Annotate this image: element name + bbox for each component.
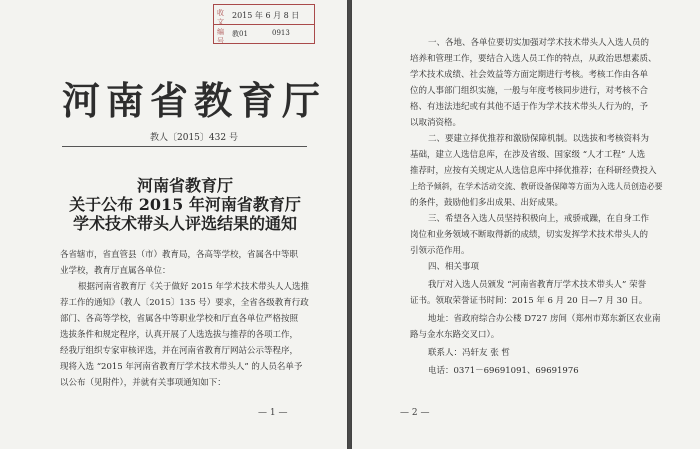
section-heading: 四、相关事项 xyxy=(428,262,480,272)
body-line: 培养和管理工作，要结合入选人员工作的特点，从政治思想素质、 xyxy=(410,54,657,64)
stamp-label-number: 编号 xyxy=(217,28,224,45)
body-line: 现将入选 “2015 年河南省教育厅学术技术带头人” 的人员名单予 xyxy=(60,362,303,372)
contact-line: 联系人：冯轩友 张 哲 xyxy=(428,348,510,358)
body-line: 以取消资格。 xyxy=(410,118,462,128)
notice-title-line: 河南省教育厅 xyxy=(136,176,233,195)
notice-title-line: 关于公布 2015 年河南省教育厅 xyxy=(69,195,301,214)
body-line: 路与金水东路交叉口）。 xyxy=(410,330,500,340)
body-line: 学术技术成绩、社会效益等方面定期进行考核。考核工作由各单 xyxy=(410,70,649,80)
phone-line: 电话：0371－69691091、69691976 xyxy=(428,366,579,376)
body-line: 我厅对入选人员颁发 “河南省教育厅学术技术带头人” 荣誉 xyxy=(428,280,647,290)
body-line: 基础，建立人选信息库，在涉及省级、国家级 “人才工程” 人选 xyxy=(410,150,646,160)
masthead-divider xyxy=(62,146,307,147)
body-line: 荐工作的通知》（教人〔2015〕135 号）要求，全省各级教育行政 xyxy=(60,298,309,308)
issuer-masthead: 河南省教育厅 xyxy=(62,79,327,123)
stamp-label-received: 收文 xyxy=(217,9,224,26)
page-number: — 2 — xyxy=(400,408,430,418)
body-line: 根据河南省教育厅《关于做好 2015 年学术技术带头人人选推 xyxy=(78,282,310,292)
body-line: 部门、各高等学校，省属各中等职业学校和厅直各单位严格按照 xyxy=(60,314,299,324)
body-line: 二、要建立择优推荐和激励保障机制。以选拔和考核资料为 xyxy=(428,134,650,144)
body-line: 上给予倾斜，在学术活动交流、教研设备保障等方面为入选人员创造必要 xyxy=(410,182,663,191)
stamp-class: 教01 xyxy=(232,30,248,38)
received-document-stamp xyxy=(213,4,315,44)
stamp-number: 0913 xyxy=(272,29,290,37)
body-line: 岗位和业务领域不断取得新的成绩，切实发挥学术技术带头人的 xyxy=(410,230,649,240)
body-line: 推荐时，应按有关规定从人选信息库中择优推荐；在科研经费投入 xyxy=(410,166,657,176)
body-line: 的条件，鼓励他们多出成果、出好成果。 xyxy=(410,198,564,208)
stamp-row-number xyxy=(214,24,314,43)
body-line: 引领示范作用。 xyxy=(410,246,470,256)
body-line: 一、各地、各单位要切实加强对学术技术带头人入选人员的 xyxy=(428,38,650,48)
body-line: 以公布（见附件），并就有关事项通知如下： xyxy=(60,378,226,388)
body-line: 位的人事部门组织实施，一般与年度考核同步进行，对考核不合 xyxy=(410,86,649,96)
body-line: 证书。领取荣誉证书时间：2015 年 6 月 20 日—7 月 30 日。 xyxy=(410,296,648,306)
body-line: 三、希望各入选人员坚持积极向上，戒骄戒躁，在自身工作 xyxy=(428,214,650,224)
stamp-row-date xyxy=(214,5,314,25)
body-line: 地址：省政府综合办公楼 D727 房间（郑州市郑东新区农业南 xyxy=(428,314,661,324)
body-line: 业学校，教育厅直属各单位： xyxy=(60,266,171,276)
stamp-date: 2015 年 6 月 8 日 xyxy=(232,11,300,20)
body-line: 选拔条件和规定程序，认真开展了人选选拔与推荐的各项工作， xyxy=(60,330,299,340)
page-number: — 1 — xyxy=(258,408,288,418)
notice-title-line: 学术技术带头人评选结果的通知 xyxy=(72,214,297,233)
body-line: 经我厅组织专家审核评选，并在河南省教育厅网站公示等程序， xyxy=(60,346,299,356)
document-page-2 xyxy=(352,0,700,449)
body-line: 格、有违法违纪或有其他不适于作为学术技术带头人行为的，予 xyxy=(410,102,649,112)
body-line: 各省辖市，省直管县（市）教育局，各高等学校，省属各中等职 xyxy=(60,250,299,260)
document-number: 教人〔2015〕432 号 xyxy=(150,133,238,143)
document-page-1 xyxy=(0,0,347,449)
